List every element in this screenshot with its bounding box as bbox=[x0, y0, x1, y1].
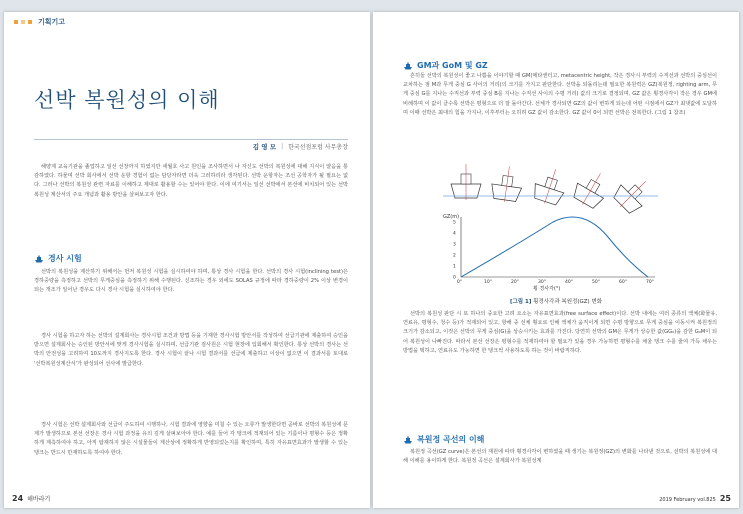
gz-curve-line bbox=[461, 217, 648, 277]
body-paragraph: 선박의 복원성 판단 시 또 하나의 중요한 고려 요소는 자유표면효과(free surface effect)이다. 선박 내에는 여러 종류의 액체(화물유, 연료유, 평형수, 청수 등)가 적재되어 있고, 항해 중 선체 횡요로 인해 액체가 움직이게 되면 수평 방향으로 무게 중심을 이동시켜 복원정의 크기가 감소되고, 이것은 선박의 무게 중심(G)을 상승시키는 효과를 가진다. 당연히 선박의 GM은 무게가 상승한 값(GG₀)을 감한 G₀M이 되어 복원성이 나빠진다. 따라서 본선 선장은 평형수를 적재하여야 할 필요가 있을 경우 가능하면 평형수를 채울 탱크 수를 줄여 가득 채우는 방법을 택하고, 연료유도 가능하면 한 탱크씩 사용하도록 하는 것이 바람직하다. bbox=[403, 311, 717, 354]
left-page bbox=[4, 12, 370, 508]
author-name: 김 영 모 bbox=[252, 143, 277, 151]
section-heading-inclining-test bbox=[34, 253, 82, 264]
magazine-name: 해바라기 bbox=[27, 496, 51, 503]
x-tick-label: 30° bbox=[538, 280, 546, 285]
ship-icon bbox=[403, 436, 413, 444]
y-tick-label: 1 bbox=[453, 264, 456, 270]
body-paragraph: 흔히들 선박의 복원성이 좋고 나쁨을 이야기할 때 GM(메타센터고, metacentric height, 작은 경사시 부력의 수직선과 선박의 중심선이 교차하는 점 M과 무게 중심 G 사이의 거리)의 크기를 가지고 판단한다. 선박을 되돌리는데 필요한 복원력은 GZ(복원정, righting arm, 무게 중심 G를 지나는 수직선과 부력 중심 B를 지나는 수직선 사이의 수평 거리) 값의 크기로 결정되며, GZ 값은 횡경사각이 작은 경우 GM에 비례하며 이 값이 클수록 선박은 평형으로 더 잘 돌아간다. 선체가 경사되면 GZ의 값이 변하게 되는데 어떤 시점에서 GZ가 최댓값에 도달하며 이때 선박은 최대의 힘을 가지나, 이후부터는 오히려 GZ 값이 감소한다. GZ 값이 0이 되면 선박은 전복한다. (그림 1 참조) bbox=[403, 73, 717, 116]
author-affiliation: 한국선점포럼 사무총장 bbox=[288, 144, 348, 151]
section-heading-gm bbox=[403, 60, 488, 71]
section-title: 경사 시험 bbox=[48, 254, 82, 263]
x-tick-label: 10° bbox=[484, 280, 492, 285]
x-axis-label: 횡 경사각(°) bbox=[533, 286, 561, 292]
x-tick-label: 60° bbox=[619, 280, 627, 285]
y-tick-label: 3 bbox=[453, 242, 456, 248]
gz-axes bbox=[461, 217, 655, 277]
body-paragraph: 경사 시험을 하고자 하는 선박의 설계회사는 경사시험 조건과 방법 등을 기재한 경사시험 방안서를 작성하여 선급기관에 제출하여 승인을 받으면 설계회사는 승인된 방안서에 맞게 경사시험을 실시하며, 선급기관 검사원은 시험 현장에 입회해서 확인한다. 통상 선박의 경사는 선박의 안전성을 고려하여 10도까지 경사지도록 한다. 경사 시험이 끝나 시험 결과서를 선급에 제출하고 이상이 없으면 이 결과서를 토대로 '선박복원성계산서'가 완성되어 선사에 발급한다. bbox=[34, 333, 349, 367]
x-tick-label: 40° bbox=[565, 280, 573, 285]
section-header bbox=[14, 17, 65, 27]
author-divider bbox=[34, 139, 348, 140]
section-heading-gz-curve bbox=[403, 434, 484, 445]
footer-right bbox=[659, 494, 731, 503]
footer-left bbox=[12, 494, 50, 503]
section-title: GM과 GoM 및 GZ bbox=[417, 61, 488, 70]
section-title: 복원정 곡선의 이해 bbox=[417, 435, 485, 444]
y-tick-label: 5 bbox=[453, 220, 456, 226]
ship-icon bbox=[34, 255, 44, 263]
x-tick-label: 20° bbox=[511, 280, 519, 285]
body-paragraph: 복원정 곡선(GZ curve)은 본선의 재원에 따라 횡경사각이 변하였을 때 생기는 복원정(GZ)의 변화를 나타낸 것으로, 선박의 복원성에 대해 이해를 용이하게 한다. 복원정 곡선은 설계회사가 복원성계 bbox=[403, 449, 717, 465]
y-axis-label: GZ(m) bbox=[443, 214, 460, 220]
figure-number: [그림 1] bbox=[509, 299, 532, 305]
figure-caption-text: 횡경사각과 복원정(GZ) 변화 bbox=[533, 299, 603, 305]
article-title: 선박 복원성의 이해 bbox=[34, 88, 220, 112]
author-byline bbox=[253, 142, 348, 151]
y-tick-label: 2 bbox=[453, 253, 456, 259]
y-tick-labels bbox=[453, 220, 456, 281]
body-paragraph: 경사 시험은 선박 설계회사와 선급이 주도하여 시행하나, 시험 결과에 영향을 미칠 수 있는 오류가 발생한다면 곧바로 선박의 복원성에 문제가 발생하므로 본선 선장은 경사 시험 과정을 유의 깊게 살펴보아야 한다. 예를 들어 각 탱크에 적재되어 있는 기름이나 평형수 등은 정확하게 계측하여야 하고, 아직 탑재하지 않은 시설물들이 계산상에 정확하게 반영되었는지를 확인하며, 특히 자유표면효과가 발생할 수 있는 탱크는 반드시 만재하도록 하여야 한다. bbox=[34, 422, 348, 456]
heeling-ship-illustrations bbox=[443, 164, 658, 217]
right-page bbox=[373, 12, 739, 508]
page-number: 25 bbox=[719, 494, 731, 503]
gz-curve-figure bbox=[423, 162, 663, 292]
x-tick-label: 0° bbox=[457, 280, 463, 285]
ship-icon bbox=[403, 62, 413, 70]
issue-date: 2019 February vol.825 bbox=[659, 497, 716, 503]
figure-caption bbox=[373, 297, 739, 305]
header-square-icon bbox=[28, 20, 32, 24]
intro-paragraph: 해양계 교육기관을 졸업하고 일선 선장까지 하였지만 세월호 사고 원인을 조사하면서 나 자신도 선박의 복원성에 대해 지식이 얕음을 통감하였다. 하물며 선박 회사에서 선박 운항 경험이 없는 담당자라면 더욱 그러하리라 생각된다. 선박 운항자는 조선 공학자가 될 필요는 없다. 그러나 선박의 복원성 관련 자료를 이해하고 제대로 활용할 수는 있어야 한다. 이에 여기서는 일선 선박에서 본선에 비치되어 있는 선박 복원성 계산서의 주요 개념과 활용 방안을 살펴보고자 한다. bbox=[34, 164, 348, 198]
body-paragraph: 선박의 복원성을 계산하기 위해서는 먼저 복원성 시험을 실시하여야 하며, 통상 경사 시험을 한다. 선박의 경사 시험(inclining test)은 경하중량을 측정하고 선박의 무게중심을 측정하기 위해 수행된다. 신조하는 경우 외에도 SOLAS 규정에 따라 경하중량이 2% 이상 변경이 되는 개조가 일어난 경우도 다시 경사 시험을 실시하여야 한다. bbox=[34, 269, 348, 294]
x-tick-labels bbox=[457, 279, 654, 285]
header-square-icon bbox=[14, 20, 18, 24]
x-tick-label: 70° bbox=[646, 280, 654, 285]
section-label: 기획기고 bbox=[38, 18, 66, 26]
y-tick-label: 4 bbox=[453, 231, 456, 237]
header-square-icon bbox=[21, 20, 25, 24]
byline-separator: | bbox=[281, 143, 284, 150]
page-number: 24 bbox=[12, 494, 24, 503]
y-tick-label: 0 bbox=[453, 275, 456, 281]
x-tick-label: 50° bbox=[592, 280, 600, 285]
